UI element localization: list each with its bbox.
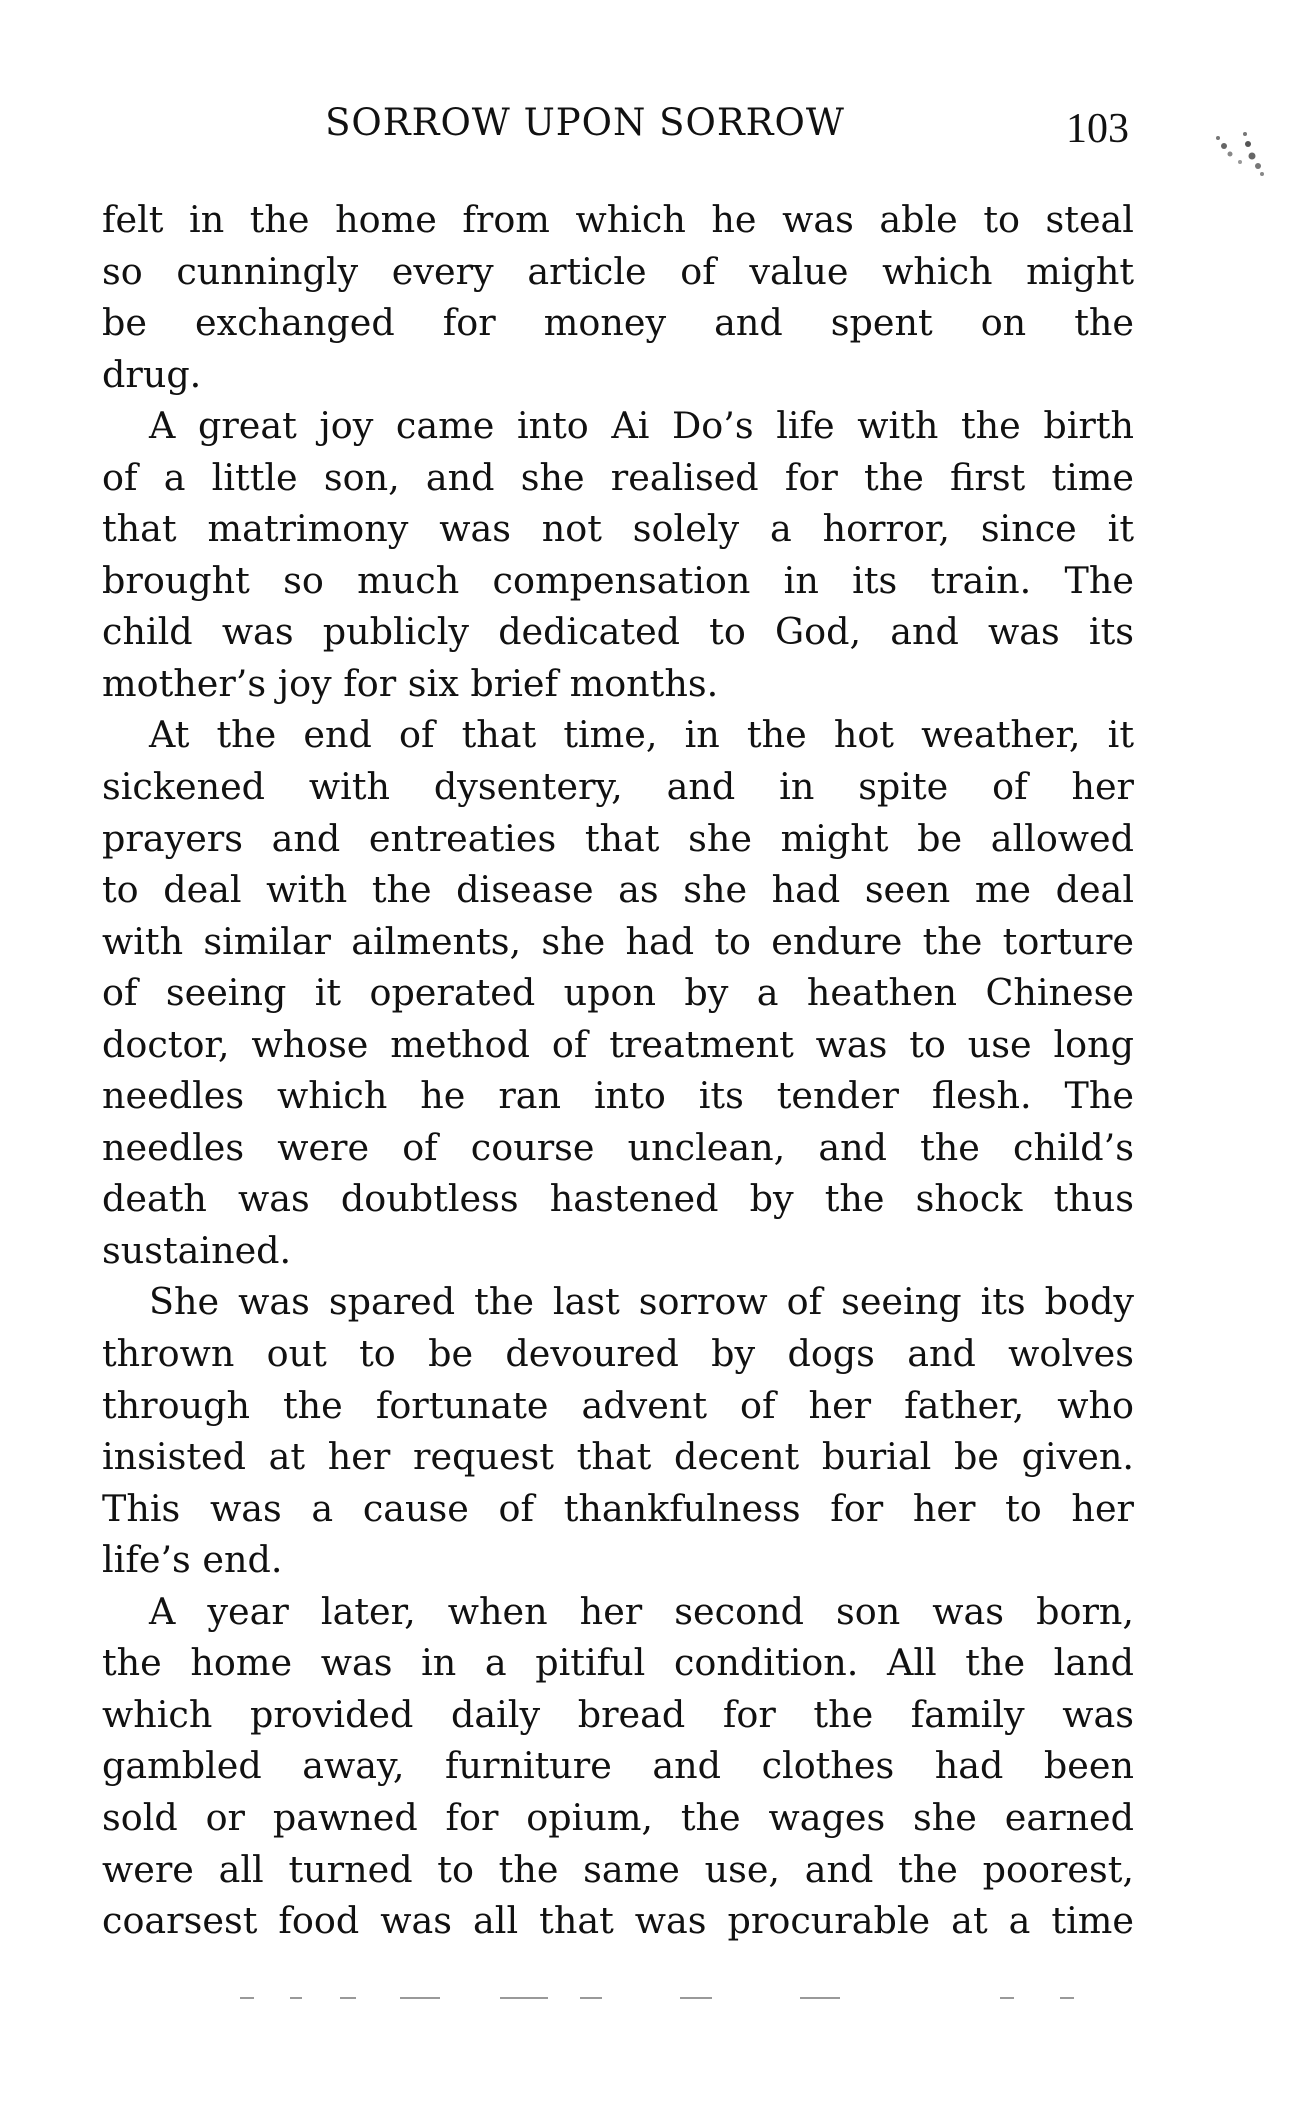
text-line: insisted at her request that decent burial be given. xyxy=(102,1435,1134,1479)
text-line: prayers and entreaties that she might be allowed xyxy=(102,816,1134,860)
text-line: mother’s joy for six brief months. xyxy=(102,661,719,705)
running-title: SORROW UPON SORROW xyxy=(325,101,845,144)
text-line: doctor, whose method of treatment was to use long xyxy=(102,1022,1134,1066)
body-text xyxy=(102,194,1134,1947)
page-number: 103 xyxy=(1066,106,1129,152)
scan-speck-mark xyxy=(1200,126,1270,186)
text-line: thrown out to be devoured by dogs and wolves xyxy=(102,1332,1134,1376)
footer-dash-rule xyxy=(240,1996,1090,2000)
text-line: so cunningly every article of value which might xyxy=(102,249,1134,293)
text-line: with similar ailments, she had to endure the torture xyxy=(102,919,1134,963)
text-line: needles were of course unclean, and the child’s xyxy=(102,1125,1134,1169)
text-line: felt in the home from which he was able to steal xyxy=(102,198,1134,241)
text-line: At the end of that time, in the hot weather, it xyxy=(149,713,1134,757)
text-line: which provided daily bread for the family was xyxy=(102,1692,1134,1736)
text-line: of a little son, and she realised for the first time xyxy=(102,455,1134,499)
text-line: This was a cause of thankfulness for her to her xyxy=(102,1486,1134,1530)
text-line: to deal with the disease as she had seen me deal xyxy=(102,868,1134,912)
text-line: were all turned to the same use, and the poorest, xyxy=(102,1847,1134,1891)
text-line: A great joy came into Ai Do’s life with the birth xyxy=(149,404,1134,448)
text-line: be exchanged for money and spent on the xyxy=(102,301,1134,345)
text-line: gambled away, furniture and clothes had been xyxy=(102,1744,1134,1788)
text-line: drug. xyxy=(102,352,202,396)
text-line: sold or pawned for opium, the wages she earned xyxy=(102,1795,1134,1839)
text-line: life’s end. xyxy=(102,1538,283,1582)
text-line: A year later, when her second son was born, xyxy=(149,1589,1134,1633)
text-line: through the fortunate advent of her father, who xyxy=(102,1383,1134,1427)
text-line: sustained. xyxy=(102,1228,292,1272)
text-line: She was spared the last sorrow of seeing its body xyxy=(149,1280,1134,1324)
text-line: sickened with dysentery, and in spite of her xyxy=(102,765,1134,809)
text-line: that matrimony was not solely a horror, since it xyxy=(102,507,1134,551)
text-line: brought so much compensation in its train. The xyxy=(102,558,1134,602)
text-line: child was publicly dedicated to God, and was its xyxy=(102,610,1134,654)
text-line: of seeing it operated upon by a heathen Chinese xyxy=(102,971,1134,1015)
text-line: the home was in a pitiful condition. All the land xyxy=(102,1641,1134,1685)
text-line: coarsest food was all that was procurable at a time xyxy=(102,1899,1134,1943)
text-line: needles which he ran into its tender flesh. The xyxy=(102,1074,1134,1118)
text-line: death was doubtless hastened by the shock thus xyxy=(102,1177,1134,1221)
